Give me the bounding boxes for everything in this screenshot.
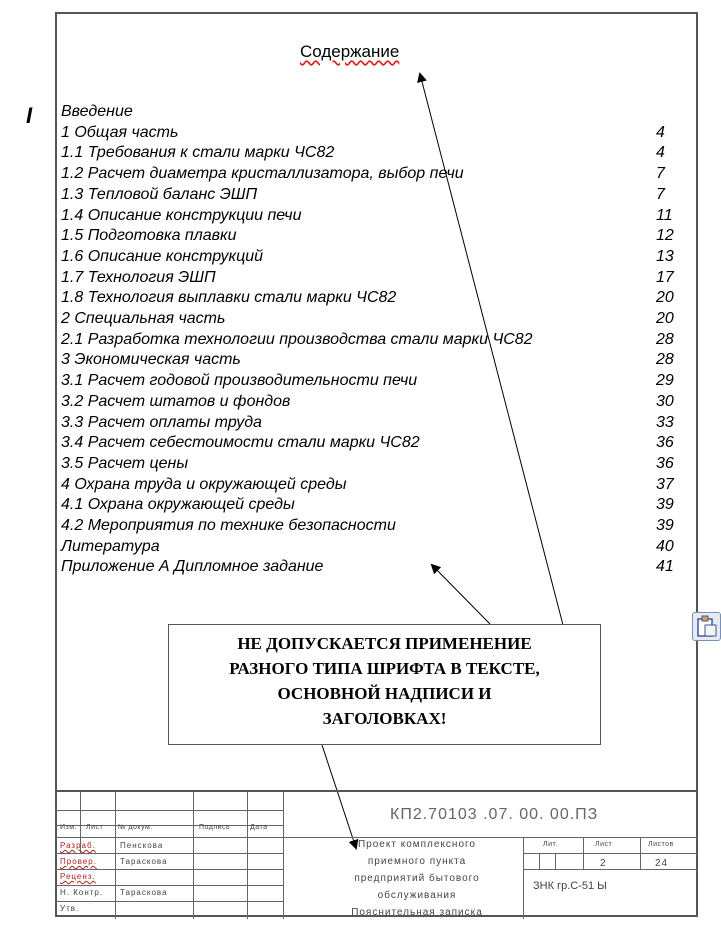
toc-entry-page: 28 bbox=[656, 330, 674, 348]
sheet-label: Лист bbox=[595, 841, 613, 848]
margin-mark: I bbox=[26, 103, 33, 128]
col-sign: Подпись bbox=[199, 824, 231, 831]
toc-entry-page: 41 bbox=[656, 558, 674, 576]
toc-entry-title: 3.5 Расчет цены bbox=[61, 454, 189, 472]
toc-entry-page: 20 bbox=[656, 310, 674, 328]
name-checker: Тараскова bbox=[120, 857, 168, 866]
lit-label: Лит. bbox=[543, 841, 558, 848]
toc-entry-page: 36 bbox=[656, 434, 674, 452]
toc-entry-title: 1.7 Технология ЭШП bbox=[61, 268, 216, 286]
sheet-number: 2 bbox=[600, 858, 607, 869]
toc-entry-page: 28 bbox=[656, 351, 674, 369]
toc-entry-page: 11 bbox=[656, 206, 673, 224]
toc-entry-title: 4.1 Охрана окружающей среды bbox=[61, 496, 295, 514]
toc-entry-title: 1.6 Описание конструкций bbox=[61, 247, 264, 265]
arrow-to-text bbox=[432, 565, 490, 624]
callout-line-1: НЕ ДОПУСКАЕТСЯ ПРИМЕНЕНИЕ bbox=[237, 634, 532, 653]
toc-entry-page: 17 bbox=[656, 268, 674, 286]
callout-line-2: РАЗНОГО ТИПА ШРИФТА В ТЕКСТЕ, bbox=[229, 659, 540, 678]
project-line: Пояснительная записка bbox=[351, 907, 483, 918]
name-developer: Пенскова bbox=[120, 841, 164, 850]
callout-line-4: ЗАГОЛОВКАХ! bbox=[322, 709, 447, 728]
toc-entry-page: 37 bbox=[656, 475, 674, 493]
toc-entry-title: 4.2 Мероприятия по технике безопасности bbox=[61, 517, 396, 535]
toc-entry-page: 36 bbox=[656, 454, 674, 472]
role-checker: Провер. bbox=[60, 857, 97, 866]
toc-entry-title: 1.1 Требования к стали марки ЧС82 bbox=[61, 144, 335, 162]
toc-entry-title: 3.1 Расчет годовой производительности печи bbox=[61, 372, 418, 390]
toc-entry-page: 39 bbox=[656, 517, 674, 535]
sheets-label: Листов bbox=[648, 841, 674, 848]
role-developer: Разраб. bbox=[60, 841, 96, 850]
toc-entry-title: 3.2 Расчет штатов и фондов bbox=[61, 392, 291, 410]
project-name bbox=[310, 836, 524, 921]
toc-entry-title: 1.2 Расчет диаметра кристаллизатора, выбор печи bbox=[61, 165, 464, 183]
callout-line-3: ОСНОВНОЙ НАДПИСИ И bbox=[277, 684, 492, 703]
toc-entry-title: 1.4 Описание конструкции печи bbox=[61, 206, 302, 224]
toc-entry-title: Введение bbox=[61, 103, 133, 120]
arrow-to-title bbox=[420, 74, 563, 625]
toc-entry-title: Приложение А Дипломное задание bbox=[61, 558, 324, 576]
toc-entry-page: 39 bbox=[656, 496, 674, 514]
col-change: Изм. bbox=[60, 824, 77, 831]
toc-entry-page: 4 bbox=[656, 144, 665, 162]
toc-entry-page: 4 bbox=[656, 123, 665, 141]
toc-entry-title: 3.3 Расчет оплаты труда bbox=[61, 413, 262, 431]
clipboard-icon-glyph bbox=[693, 613, 720, 640]
col-doc: № докум. bbox=[118, 824, 153, 831]
toc-entry-title: 2.1 Разработка технологии производства стали марки ЧС82 bbox=[61, 330, 533, 348]
toc-entry-title: Литература bbox=[61, 537, 160, 555]
project-line: обслуживания bbox=[377, 890, 457, 901]
toc-entry-page: 7 bbox=[656, 165, 665, 183]
toc-entry-page: 29 bbox=[656, 372, 674, 390]
toc-entry-page: 40 bbox=[656, 537, 674, 555]
toc-entry-page: 13 bbox=[656, 247, 674, 265]
toc-entry-title: 4 Охрана труда и окружающей среды bbox=[61, 475, 347, 493]
toc-entry-title: 3.4 Расчет себестоимости стали марки ЧС82 bbox=[61, 434, 420, 452]
name-norm-control: Тараскова bbox=[120, 888, 168, 897]
clipboard-icon[interactable] bbox=[692, 612, 721, 641]
toc-entry-page: 20 bbox=[656, 289, 674, 307]
toc-entry-title: 2 Специальная часть bbox=[61, 310, 226, 328]
col-date: Дата bbox=[250, 824, 268, 831]
toc-entry-page: 33 bbox=[656, 413, 674, 431]
group-code: ЗНК гр.С-51 Ы bbox=[533, 880, 607, 892]
toc-entry-title: 1.5 Подготовка плавки bbox=[61, 227, 237, 245]
toc-entry-page: 12 bbox=[656, 227, 674, 245]
role-approver: Утв. bbox=[60, 904, 80, 913]
project-line: Проект комплексного bbox=[357, 839, 476, 850]
role-reviewer: Реценз. bbox=[60, 872, 96, 881]
project-line: предприятий бытового bbox=[354, 873, 480, 884]
document-code: КП2.70103 .07. 00. 00.ПЗ bbox=[390, 806, 599, 823]
toc-entry-title: 3 Экономическая часть bbox=[61, 351, 241, 369]
sheets-total: 24 bbox=[655, 858, 669, 869]
col-sheet: Лист bbox=[86, 824, 104, 831]
toc-entry-title: 1 Общая часть bbox=[61, 123, 179, 141]
toc-entry-page: 30 bbox=[656, 392, 674, 410]
toc-entry-title: 1.3 Тепловой баланс ЭШП bbox=[61, 185, 258, 203]
toc-entry-title: 1.8 Технология выплавки стали марки ЧС82 bbox=[61, 289, 397, 307]
project-line: приемного пункта bbox=[367, 856, 467, 867]
page-title: Содержание bbox=[300, 42, 400, 61]
role-norm-control: Н. Контр. bbox=[60, 888, 104, 897]
warning-callout bbox=[168, 624, 601, 745]
toc-entry-page: 7 bbox=[656, 185, 665, 203]
